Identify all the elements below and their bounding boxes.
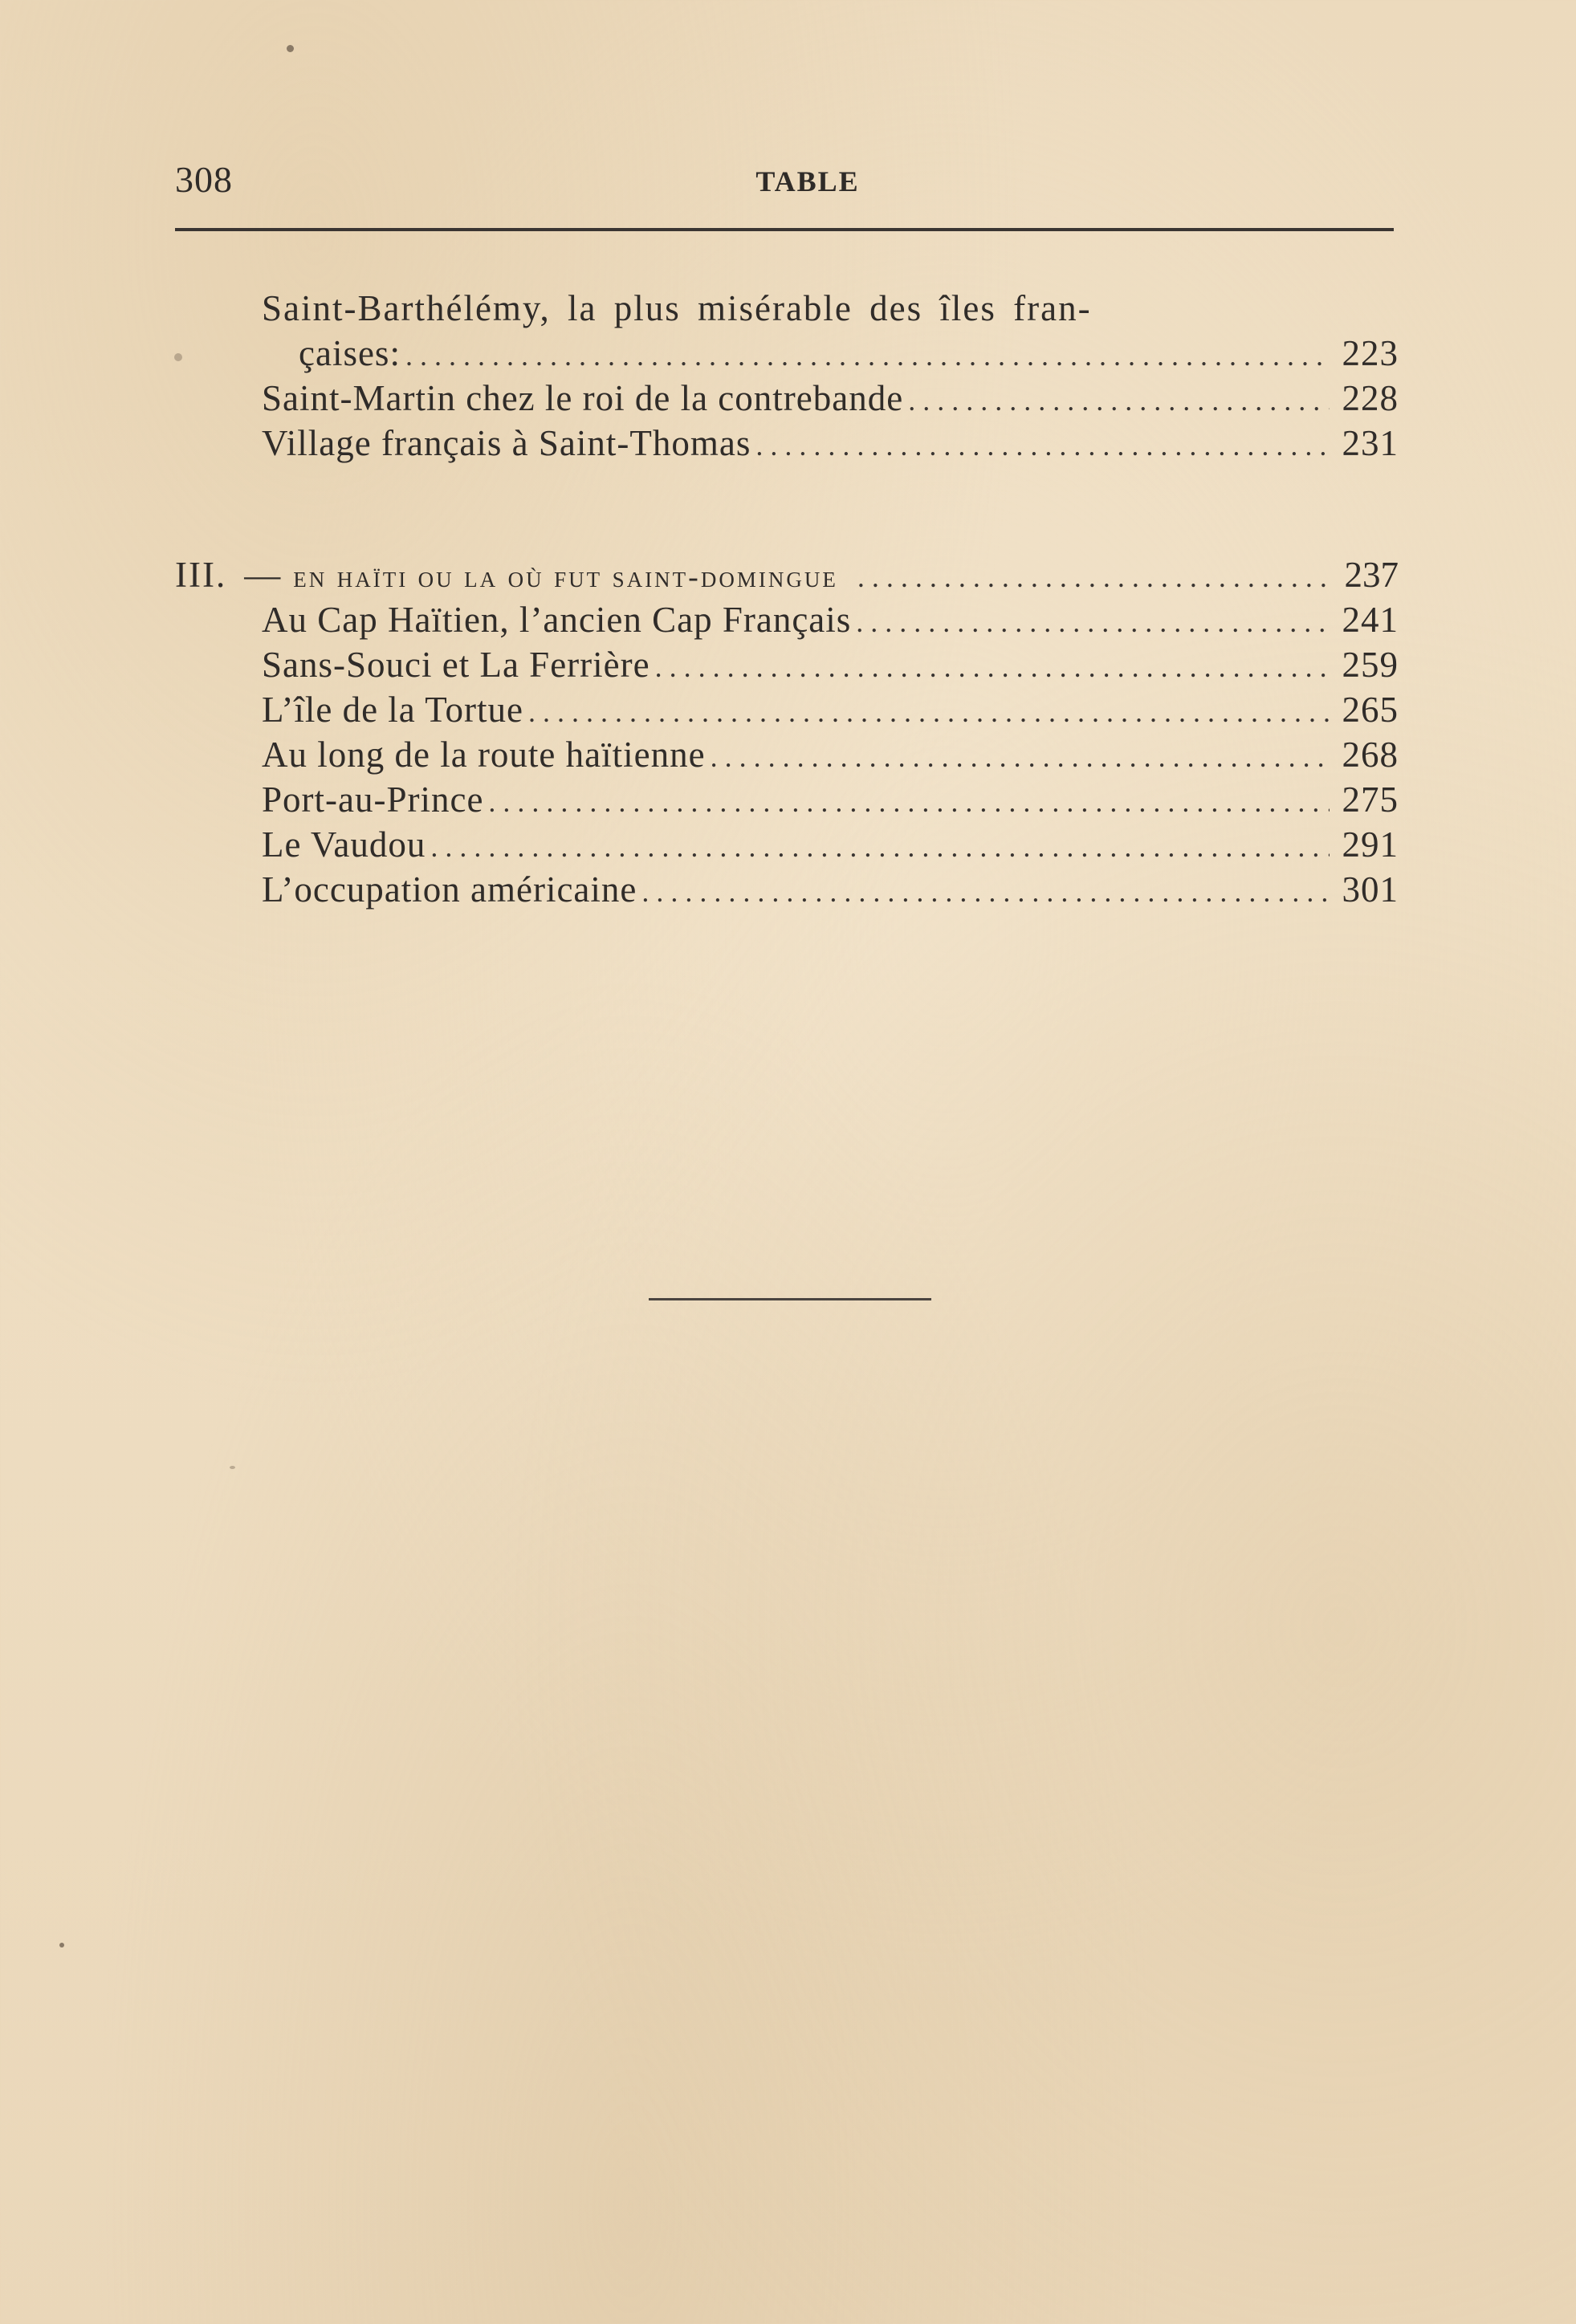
toc-entry-occupation-americaine xyxy=(262,867,1399,912)
leader-dots xyxy=(838,555,1330,600)
toc-entry-title: Saint-Martin chez le roi de la contrebande xyxy=(262,378,904,418)
leader-dots xyxy=(706,735,1330,779)
toc-entry-page: 268 xyxy=(1342,735,1399,775)
section-title: en haïti ou la où fut saint-domingue xyxy=(293,560,838,594)
toc-entry-title: Sans-Souci et La Ferrière xyxy=(262,645,650,685)
toc-entry-saint-martin xyxy=(262,376,1399,421)
toc-entry-title: çaises: xyxy=(299,333,401,373)
end-rule xyxy=(649,1298,931,1300)
section-heading-haiti xyxy=(175,552,1399,597)
toc-entry-title: Au Cap Haïtien, l’ancien Cap Français xyxy=(262,600,852,640)
paper-speck xyxy=(287,45,294,52)
toc-entry-page: 301 xyxy=(1342,869,1399,910)
toc-entry-saint-barthelemy-line1: Saint-Barthélémy, la plus misérable des îles fran- xyxy=(262,288,1092,328)
toc-entry-page: 223 xyxy=(1342,333,1399,373)
toc-entry-page: 265 xyxy=(1342,690,1399,730)
toc-entry-title: Village français à Saint-Thomas xyxy=(262,423,751,463)
leader-dots xyxy=(637,869,1330,914)
header-rule xyxy=(175,228,1394,231)
leader-dots xyxy=(401,333,1330,378)
leader-dots xyxy=(751,423,1330,468)
section-numeral: III. xyxy=(175,555,227,595)
toc-entry-vaudou xyxy=(262,822,1399,867)
toc-entry-page: 231 xyxy=(1342,423,1399,463)
toc-entry-page: 259 xyxy=(1342,645,1399,685)
toc-entry-saint-barthelemy xyxy=(262,331,1399,376)
toc-entry-route-haitienne xyxy=(262,732,1399,777)
toc-entry-page: 228 xyxy=(1342,378,1399,418)
section-page: 237 xyxy=(1344,555,1399,595)
toc-entry-page: 291 xyxy=(1342,824,1399,865)
toc-entry-saint-thomas xyxy=(262,421,1399,466)
toc-entry-tortue xyxy=(262,687,1399,732)
toc-entry-sans-souci xyxy=(262,642,1399,687)
section-dash: — xyxy=(244,555,281,595)
paper-speck xyxy=(174,353,182,361)
toc-entry-page: 241 xyxy=(1342,600,1399,640)
leader-dots xyxy=(851,600,1330,645)
leader-dots xyxy=(426,824,1330,869)
toc-entry-title: Port-au-Prince xyxy=(262,779,484,820)
toc-entry-cap-haitien xyxy=(262,597,1399,642)
toc-entry-page: 275 xyxy=(1342,779,1399,820)
running-head: TABLE xyxy=(755,165,860,197)
leader-dots xyxy=(523,690,1330,735)
paper-speck xyxy=(230,1466,235,1469)
leader-dots xyxy=(903,378,1330,423)
leader-dots xyxy=(650,645,1330,690)
toc-entry-title: L’occupation américaine xyxy=(262,869,637,910)
toc-entry-title: L’île de la Tortue xyxy=(262,690,524,730)
leader-dots xyxy=(483,779,1330,824)
paper-speck xyxy=(59,1943,64,1948)
toc-entry-port-au-prince xyxy=(262,777,1399,822)
page-number: 308 xyxy=(175,159,233,200)
toc-entry-title: Au long de la route haïtienne xyxy=(262,735,706,775)
toc-entry-title: Le Vaudou xyxy=(262,824,426,865)
